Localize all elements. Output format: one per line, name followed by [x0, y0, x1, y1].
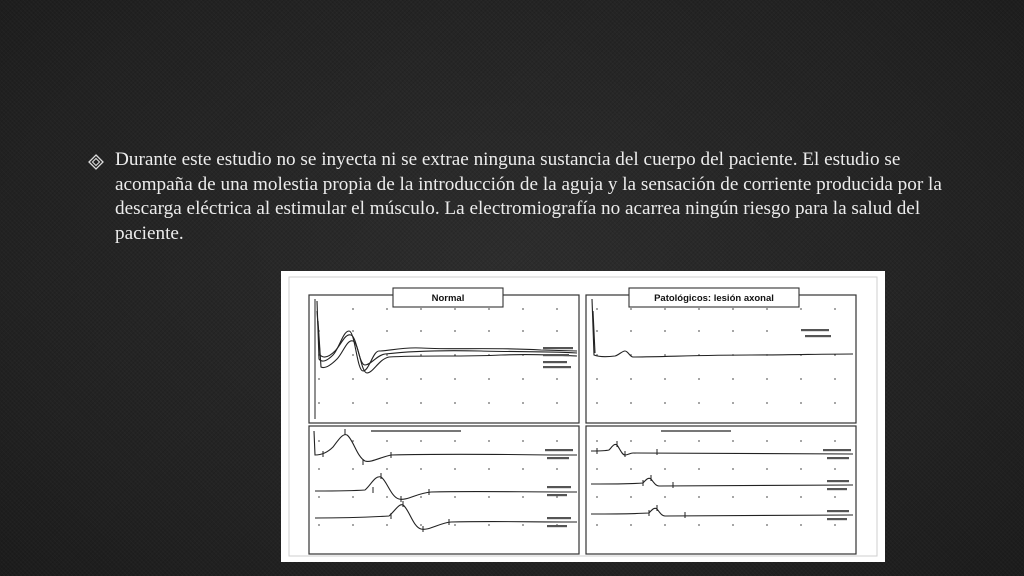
emg-figure-svg: [281, 271, 885, 562]
label-normal: Normal: [431, 293, 465, 304]
panel-normal: [309, 288, 579, 423]
label-pathologic: Patológicos: lesión axonal: [654, 293, 774, 304]
panel-normal-conduction: [309, 426, 579, 554]
bullet-item: [88, 148, 968, 246]
panel-pathologic: [586, 288, 856, 423]
bullet-text: Durante este estudio no se inyecta ni se extrae ninguna sustancia del cuerpo del paciente. El estudio se acompaña de una molestia propia de la introducción de la aguja y la sensación de corriente producida por la descarga eléctrica al estimular el músculo. La electromiografía no acarrea ningún riesgo para la salud del paciente.: [115, 149, 942, 244]
emg-figure: [281, 271, 885, 562]
diamond-bullet-icon: [88, 154, 104, 170]
panel-pathologic-conduction: [586, 426, 856, 554]
